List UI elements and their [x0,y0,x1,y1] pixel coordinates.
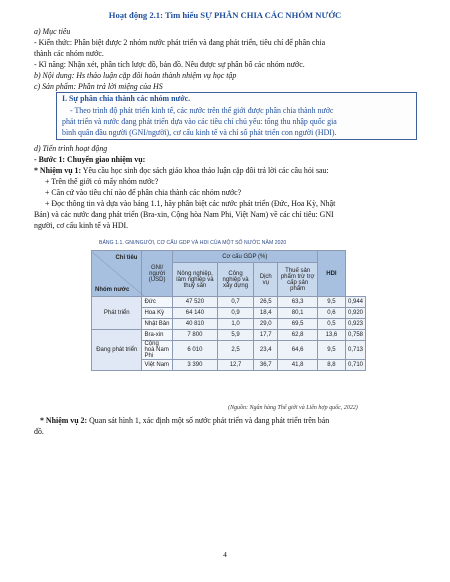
hdi-cell: 0,758 [345,330,365,341]
hdi-cell: 0,944 [345,297,365,308]
header-services: Dịch vụ [254,263,278,297]
header-gni: GNI/ người (USD) [142,251,172,297]
tax-cell: 0,6 [317,308,345,319]
task-1 [34,166,424,177]
knowledge-line: - Kiến thức: Phân biệt được 2 nhóm nước phát triển và đang phát triển, tiêu chí để phân chia [34,38,326,47]
gni-cell: 3 390 [172,360,217,371]
knowledge-line-cont: thành các nhóm nước. [34,49,104,58]
gni-cell: 40 810 [172,319,217,330]
group-label: Đang phát triển [92,330,142,371]
header-hdi: HDI [317,251,345,297]
task-2-cont: đồ. [34,427,44,436]
table-title: BẢNG 1.1. GNI/NGƯỜI, CƠ CẤU GDP VÀ HDI CỦA MỘT SỐ NƯỚC NĂM 2020 [99,240,287,246]
agri-cell: 12,7 [218,360,254,371]
product-line: c) Sản phẩm: Phần trả lời miệng của HS [34,82,163,91]
gni-gdp-hdi-table [91,250,366,371]
table-source: (Nguồn: Ngân hàng Thế giới và Liên hợp quốc, 2022) [228,405,358,411]
process-heading: d) Tiến trình hoạt động [34,144,108,153]
box-line-1: - Theo trình độ phát triển kinh tế, các nước trên thế giới được phân chia thành nước [70,105,334,115]
task-2-label: * Nhiệm vụ 2: [40,416,88,425]
header-country-group: Nhóm nước [95,286,130,293]
table-corner-cell [92,251,142,297]
question-1: + Trên thế giới có mấy nhóm nước? [45,177,159,186]
box-line-3: bình quân đầu người (GNI/người), cơ cấu kinh tế và chỉ số phát triển con người (HDI). [62,127,337,137]
agri-cell: 1,0 [218,319,254,330]
activity-title: Hoạt động 2.1: Tìm hiểu SỰ PHÂN CHIA CÁC NHÓM NƯỚC [108,10,342,20]
header-industry: Công nghiệp và xây dựng [218,263,254,297]
tax-cell: 13,6 [317,330,345,341]
header-product-tax: Thuế sản phẩm trừ trợ cấp sản phẩm [278,263,317,297]
content-line: b) Nội dung: Hs thảo luận cặp đôi hoàn thành nhiệm vụ học tập [34,71,237,80]
industry-cell: 29,0 [254,319,278,330]
country-cell: Việt Nam [142,360,172,371]
industry-cell: 18,4 [254,308,278,319]
question-2: + Căn cứ vào tiêu chí nào để phân chia thành các nhóm nước? [45,188,242,197]
services-cell: 64,6 [278,341,317,360]
header-gdp-structure: Cơ cấu GDP (%) [172,251,317,263]
page-number: 4 [223,550,227,559]
group-label: Phát triển [92,297,142,330]
objective-heading: a) Mục tiêu [34,27,71,36]
country-cell: Bra-xin [142,330,172,341]
gni-cell: 64 140 [172,308,217,319]
tax-cell: 8,8 [317,360,345,371]
gni-cell: 47 520 [172,297,217,308]
header-indicator: Chỉ tiêu [115,254,138,261]
hdi-cell: 0,920 [345,308,365,319]
agri-cell: 0,9 [218,308,254,319]
hdi-cell: 0,713 [345,341,365,360]
agri-cell: 0,7 [218,297,254,308]
services-cell: 63,3 [278,297,317,308]
task-1-label: * Nhiệm vụ 1: [34,166,82,175]
tax-cell: 9,5 [317,297,345,308]
tax-cell: 0,5 [317,319,345,330]
skill-line: - Kĩ năng: Nhận xét, phân tích lược đồ, bản đồ. Nêu được sự phân bố các nhóm nước. [34,60,305,69]
industry-cell: 36,7 [254,360,278,371]
task-1-text: Yêu cầu học sinh đọc sách giáo khoa thảo luận cặp đôi trả lời các câu hỏi sau: [81,166,329,175]
step-1-heading: - Bước 1: Chuyển giao nhiệm vụ: [34,155,146,164]
table-row [92,297,366,308]
hdi-cell: 0,923 [345,319,365,330]
box-heading: I. Sự phân chia thành các nhóm nước. [62,94,191,103]
services-cell: 41,8 [278,360,317,371]
table-row [92,330,366,341]
country-cell: Nhật Bản [142,319,172,330]
gni-cell: 6 010 [172,341,217,360]
task-2 [40,416,430,427]
agri-cell: 2,5 [218,341,254,360]
country-cell: Hoa Kỳ [142,308,172,319]
tax-cell: 9,5 [317,341,345,360]
country-cell: Đức [142,297,172,308]
services-cell: 80,1 [278,308,317,319]
task-2-text: Quan sát hình 1, xác định một số nước phát triển và đang phát triển trên bản [87,416,330,425]
summary-box [56,92,417,140]
hdi-cell: 0,710 [345,360,365,371]
question-3-b: Bản) và các nước đang phát triển (Bra-xin, Cộng hòa Nam Phi, Việt Nam) về các chỉ tiêu: GNI [34,210,334,219]
services-cell: 62,8 [278,330,317,341]
services-cell: 69,5 [278,319,317,330]
industry-cell: 26,5 [254,297,278,308]
gni-cell: 7 800 [172,330,217,341]
industry-cell: 23,4 [254,341,278,360]
question-3-a: + Đọc thông tin và dựa vào bảng 1.1, hãy phân biệt các nước phát triển (Đức, Hoa Kỳ, Nhật [45,199,336,208]
country-cell: Cộng hoà Nam Phi [142,341,172,360]
industry-cell: 17,7 [254,330,278,341]
header-agriculture: Nông nghiệp, lâm nghiệp và thuỷ sản [172,263,217,297]
question-3-c: người, cơ cấu kinh tế và HDI. [34,221,129,230]
agri-cell: 5,9 [218,330,254,341]
box-line-2: phát triển và nước đang phát triển dựa vào các tiêu chí chủ yếu: tổng thu nhập quốc gia [62,116,337,126]
